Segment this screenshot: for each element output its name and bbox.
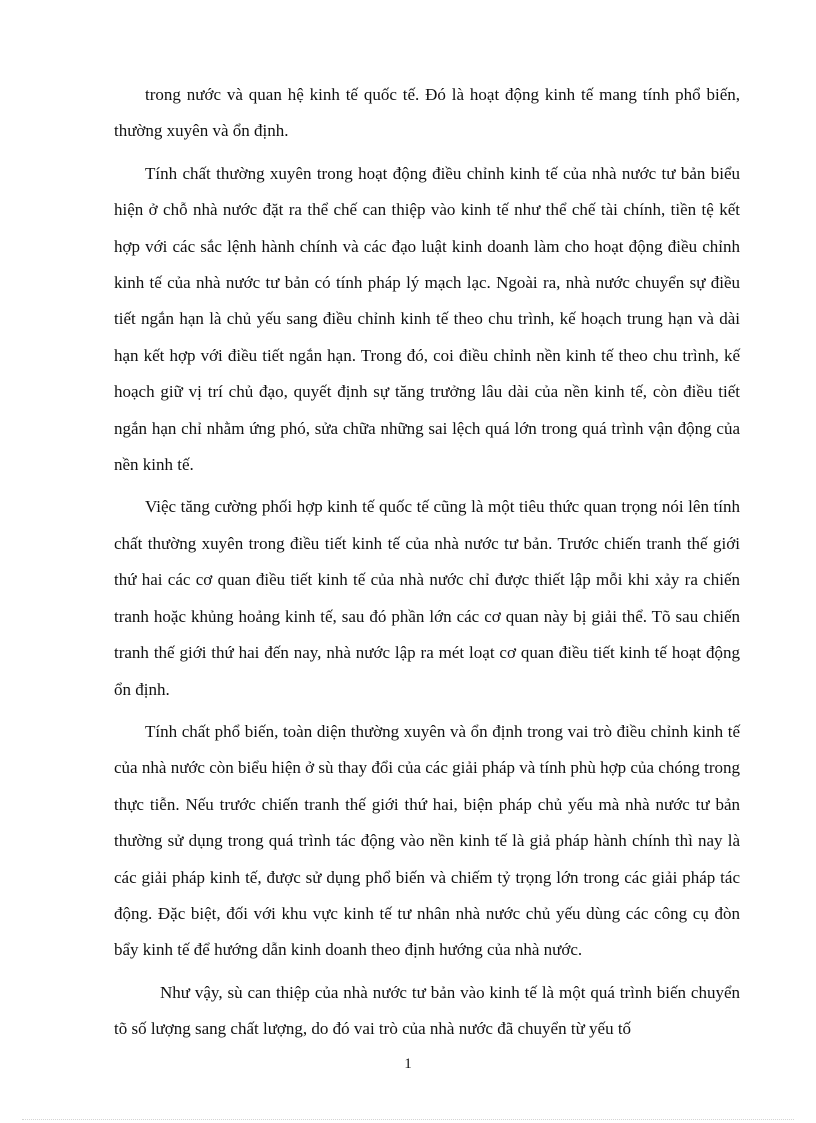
paragraph-1: trong nước và quan hệ kinh tế quốc tế. Đó là hoạt động kinh tế mang tính phổ biến, thường xuyên và ổn định. bbox=[114, 85, 740, 141]
paragraph-4: Tính chất phổ biến, toàn diện thường xuyên và ổn định trong vai trò điều chỉnh kinh tế của nhà nước còn biểu hiện ở sù thay đổi của các giải pháp và tính phù hợp của chóng trong thực tiễn. Nếu trước chiến tranh thế giới thứ hai, biện pháp chủ yếu mà nhà nước tư bản thường sử dụng trong quá trình tác động vào nền kinh tế là giả pháp hành chính thì nay là các giải pháp kinh tế, được sử dụng phổ biến và chiếm tỷ trọng lớn trong các giải pháp tác động. Đặc biệt, đối với khu vực kinh tế tư nhân nhà nước chủ yếu dùng các công cụ đòn bẩy kinh tế để hướng dẫn kinh doanh theo định hướng của nhà nước. bbox=[114, 721, 740, 960]
page-bottom-divider bbox=[22, 1119, 794, 1120]
page-number: 1 bbox=[404, 1056, 412, 1072]
paragraph-2: Tính chất thường xuyên trong hoạt động điều chỉnh kinh tế của nhà nước tư bản biểu hiện ở chỗ nhà nước đặt ra thể chế can thiệp vào kinh tế như thể chế tài chính, tiền tệ kết hợp với các sắc lệnh hành chính và các đạo luật kinh doanh làm cho hoạt động điều chỉnh kinh tế của nhà nước tư bản có tính pháp lý mạch lạc. Ngoài ra, nhà nước chuyển sự điều tiết ngắn hạn là chủ yếu sang điều chỉnh kinh tế theo chu trình, kế hoạch trung hạn và dài hạn kết hợp với điều tiết ngắn hạn. Trong đó, coi điều chỉnh nền kinh tế theo chu trình, kế hoạch giữ vị trí chủ đạo, quyết định sự tăng trưởng lâu dài của nền kinh tế, còn điều tiết ngắn hạn chỉ nhằm ứng phó, sửa chữa những sai lệch quá lớn trong quá trình vận động của nền kinh tế. bbox=[114, 163, 740, 475]
paragraph-3: Việc tăng cường phối hợp kinh tế quốc tế cũng là một tiêu thức quan trọng nói lên tính chất thường xuyên trong điều tiết kinh tế của nhà nước tư bản. Trước chiến tranh thế giới thứ hai các cơ quan điều tiết kinh tế của nhà nước chỉ được thiết lập mỗi khi xảy ra chiến tranh hoặc khủng hoảng kinh tế, sau đó phần lớn các cơ quan này bị giải thể. Tõ sau chiến tranh thế giới thứ hai đến nay, nhà nước lập ra mét loạt cơ quan điều tiết kinh tế hoạt động ổn định. bbox=[114, 497, 740, 699]
body-text bbox=[114, 77, 740, 1054]
paragraph-5: Như vậy, sù can thiệp của nhà nước tư bản vào kinh tế là một quá trình biến chuyển tõ số lượng sang chất lượng, do đó vai trò của nhà nước đã chuyển từ yếu tố bbox=[114, 982, 740, 1039]
